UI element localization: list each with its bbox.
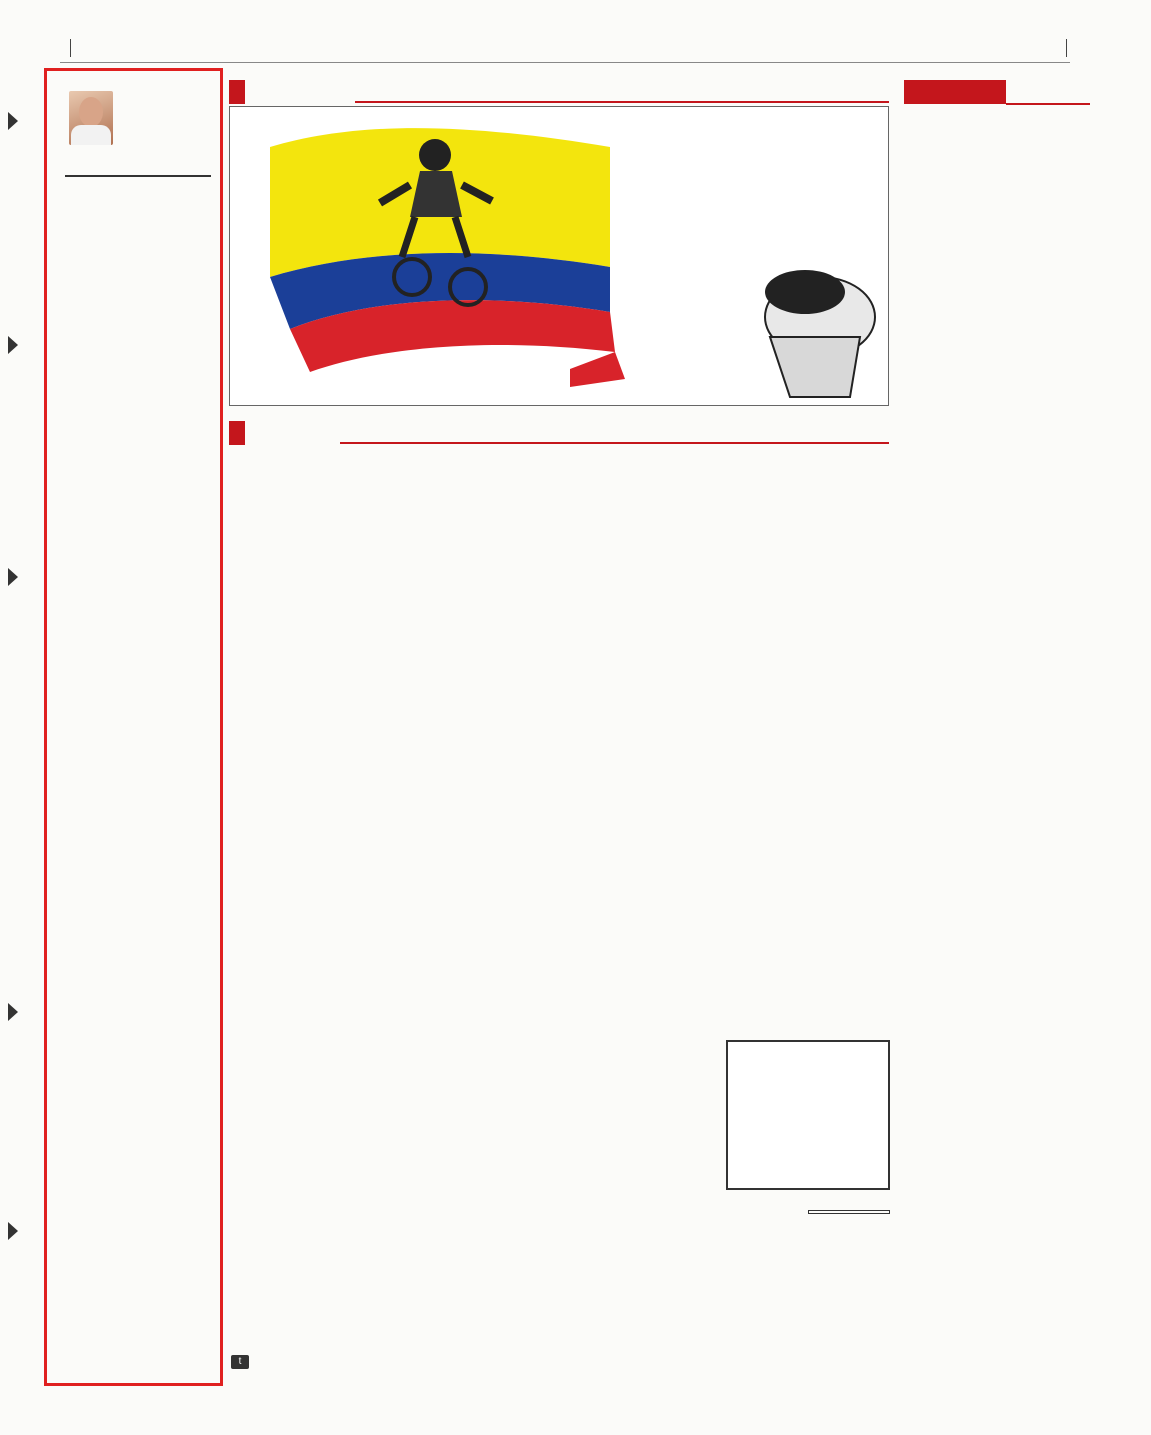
scan-mark [8,1003,18,1021]
header-divider [70,39,71,57]
games-credit [228,1355,252,1369]
horoscope-rule [1006,103,1090,105]
cartoon-panel [229,106,889,406]
page-header-right [900,36,1075,60]
horoscope-header [904,80,1006,104]
horoscope-label [904,80,1006,104]
author-photo [69,91,113,145]
scan-mark [8,1222,18,1240]
cartoon-header [229,80,245,104]
sudoku-gt-grid [726,1040,890,1190]
dos-en-linea-row-numbers [714,734,726,896]
games-label [229,421,245,445]
cartoon-label [229,80,245,104]
header-rule [60,62,1070,63]
crossword-row-numbers [228,738,244,1027]
games-rule [340,442,889,444]
cartoon-rule [355,101,889,103]
page-header-left [60,36,81,60]
opinion-column [44,68,223,1386]
solutions-grid-b [808,1210,890,1214]
cartoon-drawing [230,107,889,406]
clues-vertical [384,1034,538,1035]
twitter-icon: t [231,1355,249,1369]
games-header [229,421,245,445]
crossword-column-numbers [246,722,535,736]
scan-mark [8,112,18,130]
header-divider [1066,39,1067,57]
article-body [67,261,213,263]
clues-horizontal [224,1034,380,1035]
column-rule [65,175,211,177]
scan-mark [8,568,18,586]
scan-mark [8,336,18,354]
